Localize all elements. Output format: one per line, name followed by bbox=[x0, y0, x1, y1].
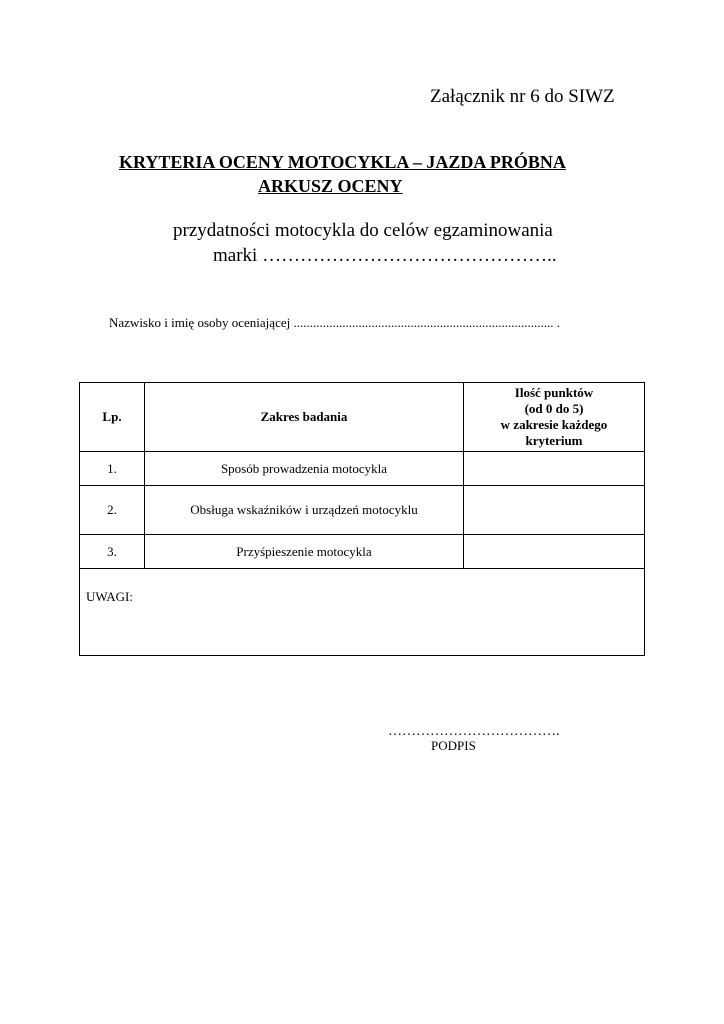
table-row bbox=[80, 452, 645, 486]
table-header-row bbox=[80, 383, 645, 452]
remarks-label: UWAGI: bbox=[86, 589, 133, 604]
purpose-text: przydatności motocykla do celów egzaminowania bbox=[173, 220, 553, 241]
header-score bbox=[464, 383, 645, 452]
header-scope: Zakres badania bbox=[145, 383, 464, 452]
remarks-cell[interactable] bbox=[80, 569, 645, 656]
remarks-row bbox=[80, 569, 645, 656]
header-score-line: (od 0 do 5) bbox=[524, 401, 584, 416]
evaluator-name-line: Nazwisko i imię osoby oceniającej ................................................................................ . bbox=[109, 315, 560, 330]
header-score-line: kryterium bbox=[525, 433, 583, 448]
row-number: 3. bbox=[80, 535, 145, 569]
header-score-line: Ilość punktów bbox=[514, 385, 594, 400]
row-number: 2. bbox=[80, 486, 145, 535]
header-score-line: w zakresie każdego bbox=[500, 417, 608, 432]
evaluation-table bbox=[79, 382, 645, 656]
row-scope: Przyśpieszenie motocykla bbox=[145, 535, 464, 569]
table-row bbox=[80, 535, 645, 569]
row-scope: Sposób prowadzenia motocykla bbox=[145, 452, 464, 486]
score-cell[interactable] bbox=[464, 452, 645, 486]
document-subtitle-heading: ARKUSZ OCENY bbox=[258, 176, 403, 196]
brand-fill-line: marki ……………………………………….. bbox=[213, 245, 557, 266]
row-scope: Obsługa wskaźników i urządzeń motocyklu bbox=[145, 486, 464, 535]
table-row bbox=[80, 486, 645, 535]
score-cell[interactable] bbox=[464, 486, 645, 535]
annex-label: Załącznik nr 6 do SIWZ bbox=[430, 86, 615, 107]
document-title: KRYTERIA OCENY MOTOCYKLA – JAZDA PRÓBNA bbox=[119, 152, 566, 172]
signature-label: PODPIS bbox=[431, 738, 476, 753]
score-cell[interactable] bbox=[464, 535, 645, 569]
signature-line: ………………………………. bbox=[388, 724, 560, 739]
row-number: 1. bbox=[80, 452, 145, 486]
header-lp: Lp. bbox=[80, 383, 145, 452]
